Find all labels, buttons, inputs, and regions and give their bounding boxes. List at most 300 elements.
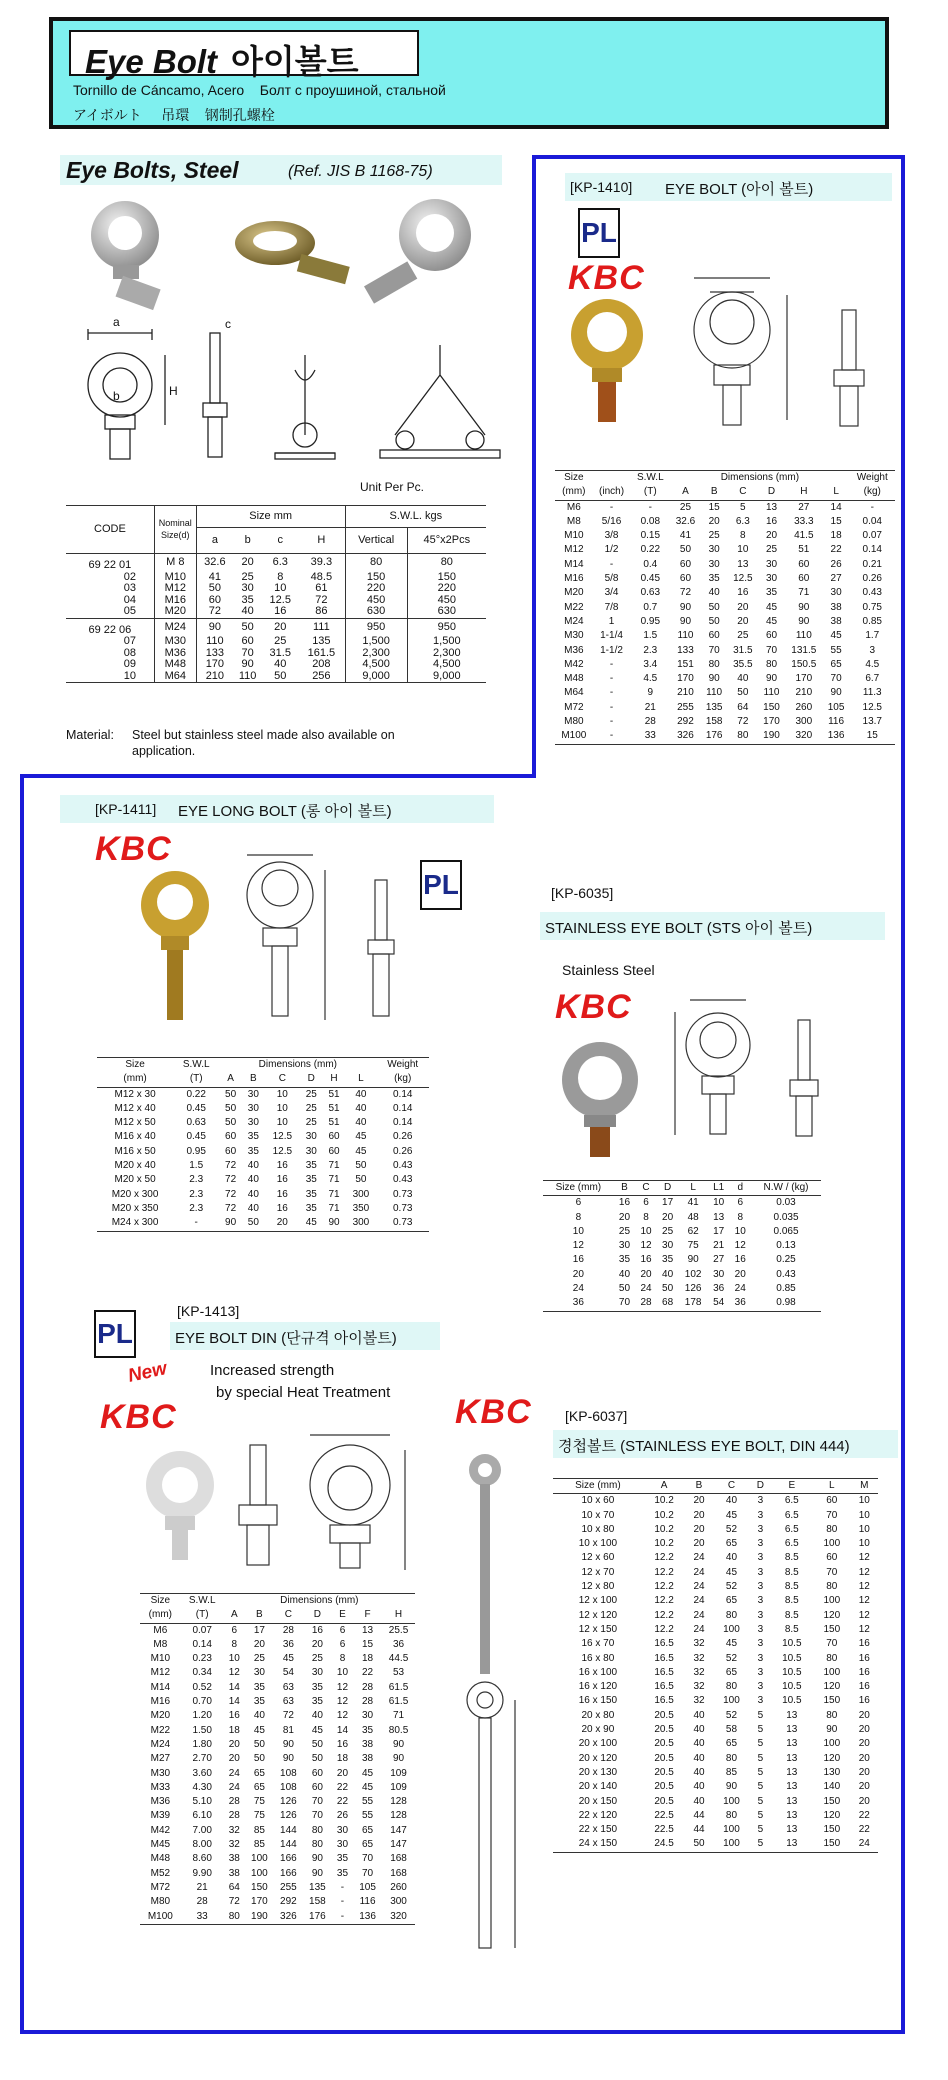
kp1410-cell: 0.7 [643,601,658,613]
kp1410-cell: 5/16 [601,515,622,527]
table-row [140,1623,415,1638]
table-row [553,1537,878,1551]
kp1410-cell: 60 [798,573,810,585]
table-row [543,1282,821,1296]
kp1413-cell: 38 [362,1738,374,1750]
table-row [140,1809,415,1823]
kp1410-cell: 90 [765,673,778,685]
table-row [553,1666,878,1680]
kp1413-cell: 65 [253,1781,265,1793]
kp1410-cell: M8 [566,515,581,527]
kp1413-cell: 85 [253,1839,265,1851]
table-row [97,1159,429,1173]
kp1411-cell: 60 [225,1131,237,1143]
kp1411-hdr-col: D [300,1072,323,1087]
kp1411-cell: 16 [276,1188,288,1200]
kp6037-cell: 3 [757,1638,764,1650]
kp6037-cell: 16 x 70 [581,1638,615,1650]
kp1413-cell: 147 [390,1839,407,1851]
table-row [555,658,895,672]
kp1410-cell: 6.3 [735,515,750,527]
kp6037-cell: 90 [826,1724,838,1736]
kp6035-cell: 6 [737,1197,744,1209]
table-row [543,1239,821,1253]
kp1413-cell: 320 [382,1910,415,1925]
kp6037-title: 경첩볼트 (STAINLESS EYE BOLT, DIN 444) [558,1438,850,1455]
kp1410-cell: 6.7 [865,673,880,685]
kp6037-cell: 10 x 100 [578,1538,618,1550]
kp1410-cell: M36 [564,644,584,656]
kp6035-hdr-col: D [657,1181,679,1196]
kp1413-cell: 105 [359,1881,376,1893]
kp1411-cell: 72 [225,1174,237,1186]
kp1413-cell: 32 [228,1824,240,1836]
kp1411-cell: 35 [247,1131,259,1143]
kp1413-cell: 144 [280,1824,297,1836]
kp1413-cell: 50 [253,1753,265,1765]
kp6037-cell: 16 x 100 [578,1666,618,1678]
kp1410-hdr-dims: Dimensions (mm) [670,471,849,486]
kp6035-cell: 8 [643,1211,649,1223]
kp6037-cell: 50 [685,1837,712,1852]
kp1411-cell: 10 [276,1117,288,1129]
kp1413-cell: 12 [228,1667,240,1679]
kp1410-cell: 0.45 [640,573,661,585]
kp1413-cell: 75 [253,1810,265,1822]
kp1410-cell: 27 [830,573,842,585]
table-row [553,1723,878,1737]
kp1411-cell: 50 [225,1088,237,1100]
kp1411-cell: M16 x 50 [114,1145,156,1157]
kp1410-cell: 8 [740,530,746,542]
kp6035-cell: 6 [643,1197,649,1209]
kp6037-cell: 60 [826,1495,838,1507]
kp1413-cell: 1.80 [192,1738,212,1750]
kp6037-cell: 12.2 [654,1609,674,1621]
kp1411-cell: - [173,1216,219,1231]
kp1413-cell: 64 [228,1881,240,1893]
kp1413-cell: 300 [390,1896,407,1908]
kp6037-hdr-col: C [713,1479,750,1494]
table-row [553,1680,878,1694]
kp1413-cell: 38 [362,1753,374,1765]
kp6037-cell: 90 [725,1781,738,1793]
kp6035-hdr-col: C [635,1181,657,1196]
kp1413-title: EYE BOLT DIN (단규격 아이볼트) [175,1330,397,1347]
kp1413-cell: 90 [311,1853,323,1865]
kp1413-cell: 25.5 [388,1624,409,1636]
kp6037-cell: 3 [757,1523,764,1535]
jis-cell: 450 [437,593,456,606]
kp1410-cell: M6 [566,501,581,513]
kp1411-cell: 35 [305,1160,317,1172]
jis-code-cell: 10 [66,671,154,683]
kp6037-cell: 13 [786,1766,798,1778]
table-row [543,1268,821,1282]
kp6035-cell: 8 [737,1211,744,1223]
kp6037-cell: 65 [725,1595,738,1607]
jis-cell: 111 [298,618,345,636]
kp6037-cell: 13 [771,1837,814,1852]
table-row [553,1551,878,1565]
kp6037-cell: 100 [723,1824,740,1836]
kp1413-cell: 168 [390,1867,407,1879]
kp1413-cell: 255 [280,1881,297,1893]
kp6035-cell: 68 [657,1296,679,1311]
kp6035-cell: 0.13 [776,1240,796,1252]
kp6035-cell: 20 [734,1268,746,1280]
kp1410-cell: 170 [677,673,694,685]
table-row [140,1638,415,1652]
kp6037-cell: 16.5 [654,1638,674,1650]
kp1413-cell: 0.70 [192,1696,212,1708]
kp1413-cell: - [340,1896,345,1908]
kp6037-cell: 52 [725,1581,738,1593]
kp6037-cell: 20.5 [654,1781,674,1793]
kp1411-cell: 90 [219,1216,242,1231]
kp1413-feature-2: by special Heat Treatment [216,1384,391,1401]
kp1411-cell: 71 [328,1174,340,1186]
kp6037-cell: 20 x 90 [581,1724,615,1736]
kp1413-hdr-col: C [274,1608,303,1623]
kp6037-cell: 20 [858,1781,870,1793]
kp1410-cell: 0.21 [862,558,882,570]
kp6037-cell: 32 [693,1695,705,1707]
kp6035-cell: 90 [687,1254,699,1266]
kp6035-hdr-col: N.W / (kg) [751,1181,821,1196]
kp6035-cell: 0.065 [773,1225,799,1237]
kp1411-cell: 0.73 [392,1188,413,1200]
kp1413-cell: 6 [231,1624,238,1636]
kp1411-pl-logo: PL [420,860,462,910]
jis-cell: 150 [437,570,456,583]
kp1411-hdr-kg: (kg) [376,1072,429,1087]
kp1413-cell: M39 [150,1810,171,1822]
kp1413-cell: 65 [362,1839,374,1851]
kp1411-cell: 45 [355,1131,367,1143]
table-row [140,1767,415,1781]
kp6037-cell: 3 [757,1666,764,1678]
kp6037-cell: 13 [786,1752,798,1764]
kp6037-cell: 3 [757,1652,764,1664]
kp1410-cell: - [609,673,614,685]
kp1413-cell: 147 [390,1824,407,1836]
jis-dimension-drawings [88,329,500,459]
kp1410-cell: 0.08 [640,515,661,527]
kp1413-cell: 55 [362,1796,374,1808]
kp1410-cell: 1-1/2 [600,644,623,656]
kp1413-cell: 70 [311,1810,323,1822]
kp1413-cell: 40 [253,1710,265,1722]
kp6037-kbc-logo: KBC [455,1393,532,1431]
kp6035-cell: 20 [572,1268,584,1280]
kp1410-hdr-col: B [701,485,728,500]
table-row [553,1795,878,1809]
kp1411-cell: 40 [247,1160,259,1172]
kp6037-hdr-col: B [685,1479,712,1494]
kp1410-cell: 0.95 [640,615,661,627]
kp6037-cell: 22 x 120 [578,1809,618,1821]
kp1413-cell: 25 [311,1653,323,1665]
kp1410-cell: M12 [564,544,584,556]
kp6037-cell: 10.2 [654,1538,674,1550]
kp6035-cell: 48 [687,1211,699,1223]
kp6035-cell: 20 [640,1268,652,1280]
jis-cell: 90 [241,658,254,670]
kp1410-cell: 110 [763,687,780,699]
kp6035-kbc-logo: KBC [555,988,632,1026]
kp1411-code: [KP-1411] [95,801,157,817]
kp1413-cell: M24 [150,1738,171,1750]
kp1410-cell: 5 [740,501,746,513]
kp6035-cell: 24 [640,1283,652,1295]
kp1410-cell: - [609,716,614,728]
kp1410-cell: 0.07 [862,530,882,542]
kp1411-cell: 60 [328,1131,340,1143]
kp6037-code: [KP-6037] [565,1408,628,1424]
kp6037-cell: 22 [858,1824,870,1836]
kp1410-cell: 20 [765,530,778,542]
kp6037-cell: 150 [823,1795,841,1807]
jis-code-cell: 03 [66,583,154,595]
kp1411-cell: 12.5 [272,1145,293,1157]
jis-cell: 2,300 [433,646,461,659]
kp1410-cell: 1 [608,615,615,627]
jis-cell: 50 [241,620,254,633]
table-row [140,1895,415,1909]
kp1413-feature-1: Increased strength [210,1362,335,1379]
table-row [97,1216,429,1231]
kp6035-cell: 10 [713,1197,725,1209]
kp1413-cell: 81 [282,1724,294,1736]
kp1411-cell: 0.26 [392,1131,413,1143]
table-row [555,529,895,543]
kp1413-cell: 128 [390,1810,407,1822]
kp1410-cell: 20 [737,615,749,627]
kp1410-cell: 1/2 [604,544,619,556]
kp6037-cell: 120 [823,1609,841,1621]
kp6037-cell: 10.5 [782,1695,802,1707]
kp6035-code: [KP-6035] [551,885,614,901]
jis-col-swl: S.W.L. kgs [345,506,486,528]
kp6037-cell: 40 [693,1724,705,1736]
kp1410-table [555,470,895,745]
kp6037-cell: 8.5 [784,1623,799,1635]
kp1413-cell: 45 [311,1724,323,1736]
kp6037-hdr-col: D [750,1479,770,1494]
jis-cell: 110 [206,635,224,647]
kp6037-cell: 12 [858,1552,870,1564]
jis-cell: 150 [345,572,407,584]
kp6037-cell: 100 [823,1738,841,1750]
kp1410-hdr-mm: (mm) [555,485,593,500]
kp1413-cell: 15 [362,1638,374,1650]
kp1413-hdr-dims: Dimensions (mm) [224,1594,415,1609]
kp1413-cell: 116 [359,1896,376,1908]
kp1413-cell: M36 [150,1796,171,1808]
kp6037-illustration [455,1440,555,1960]
kp1410-title-band [565,173,892,201]
kp6037-cell: 80 [826,1581,838,1593]
kp1413-cell: - [332,1910,353,1925]
jis-cell: 20 [274,620,287,633]
kp6037-cell: 80 [826,1652,838,1664]
kp1410-cell: 14 [830,501,842,513]
kp6037-cell: 100 [723,1795,740,1807]
kp1413-cell: 170 [251,1896,268,1908]
kp6035-cell: 25 [618,1225,631,1237]
kp1413-kbc-logo: KBC [100,1398,177,1436]
kp6037-cell: 24 [851,1837,878,1852]
kp1410-cell: 170 [795,673,813,685]
kp6035-cell: 12 [734,1240,746,1252]
jis-cell: 50 [274,669,287,682]
blue-outline-left-upper [532,155,536,778]
kp1413-cell: 22 [362,1667,374,1679]
jis-col-code: CODE [66,506,154,554]
kp1410-cell: 25 [737,630,749,642]
kp1411-cell: 51 [328,1102,340,1114]
kp6037-cell: 44 [693,1824,705,1836]
kp1411-cell: M20 x 40 [114,1160,156,1172]
header-banner [49,17,889,129]
kp1413-cell: 109 [390,1767,407,1779]
table-row [97,1102,429,1116]
kp6035-cell: 0.85 [776,1283,796,1295]
kp1411-cell: 0.14 [392,1088,413,1100]
jis-ref: (Ref. JIS B 1168-75) [288,163,433,180]
jis-code-cell: 07 [66,636,154,648]
kp1411-cell: M20 x 300 [111,1188,159,1200]
kp6037-cell: 3 [757,1509,764,1521]
kp1410-cell: 150 [763,701,780,713]
kp1410-gold-bolt-photo [571,299,643,422]
kp1411-cell: 0.26 [392,1145,413,1157]
kp6035-title: STAINLESS EYE BOLT (STS 아이 볼트) [545,920,813,937]
kp6037-cell: 20.5 [654,1709,674,1721]
kp6037-cell: 70 [826,1566,838,1578]
kp6037-hdr-col: L [813,1479,850,1494]
kp1411-cell: M12 x 30 [114,1088,156,1100]
kp1410-cell: 151 [677,658,694,670]
kp1413-cell: 30 [336,1824,349,1836]
kp6037-cell: 52 [725,1709,738,1721]
kp1413-cell: 16 [228,1710,240,1722]
table-row [553,1566,878,1580]
kp1410-cell: 170 [763,716,780,728]
kp6037-cell: 44 [693,1809,705,1821]
kp6037-cell: 6.5 [784,1538,799,1550]
table-row [140,1910,415,1925]
jis-cell: 208 [298,659,345,671]
kp1411-cell: 25 [305,1117,317,1129]
kp1413-cell: 168 [390,1853,407,1865]
kp1410-cell: 255 [677,701,694,713]
kp1413-cell: 80 [311,1839,323,1851]
kp1413-cell: 10 [228,1653,240,1665]
kp1410-cell: 90 [798,615,810,627]
kp6037-cell: 20 [858,1766,870,1778]
kp1413-cell: 90 [392,1753,405,1765]
kp6035-cell: 40 [662,1268,674,1280]
jis-col-nominal: Nominal Size(d) [154,506,196,554]
kp6037-cell: 40 [725,1552,738,1564]
kp1410-cell: 136 [823,729,850,744]
kp1410-cell: 110 [706,687,723,699]
kp1413-cell: 22 [336,1781,349,1793]
kp1410-cell: 30 [708,544,720,556]
kp1411-cell: M12 x 40 [114,1102,156,1114]
table-row [66,606,486,618]
kp1411-cell: 0.14 [392,1102,413,1114]
kp6037-cell: 10.2 [654,1509,674,1521]
kp1411-cell: 10 [276,1088,288,1100]
kp6037-cell: 80 [725,1809,738,1821]
kp1413-cell: 53 [392,1667,405,1679]
kp1411-cell: 35 [305,1174,317,1186]
kp1413-cell: 45 [282,1653,294,1665]
kp1411-cell: 72 [225,1202,237,1214]
kp6037-cell: 16.5 [654,1652,674,1664]
kp1410-cell: 45 [830,630,842,642]
kp1413-cell: 80 [224,1910,245,1925]
kp1411-hdr-size: Size [97,1058,173,1073]
translations-line-1: Tornillo de Cáncamo, Acero Болт с проушиной, стальной [73,82,446,98]
kp1410-cell: 131.5 [791,644,817,656]
kp1413-cell: 70 [311,1796,323,1808]
kp1410-cell: 35 [708,573,720,585]
kp1413-cell: 28 [228,1810,240,1822]
kp1410-cell: 260 [795,701,813,713]
kp6037-cell: 12 [858,1595,870,1607]
kp6037-cell: 20.5 [654,1724,674,1736]
kp6037-cell: 20 [693,1509,705,1521]
kp1410-cell: 0.26 [862,573,882,585]
kp1411-hdr-col: C [265,1072,300,1087]
table-row [97,1173,429,1187]
kp1413-cell: 71 [392,1710,405,1722]
kp6037-cell: 58 [725,1724,738,1736]
kp1413-cell: 20 [336,1767,349,1779]
title-box [69,30,419,80]
kp6037-cell: 40 [693,1766,705,1778]
table-row [140,1666,415,1680]
dim-label-c: c [225,317,231,331]
kp1410-cell: 16 [765,515,778,527]
jis-cell: 32.6 [204,556,226,568]
kp1413-cell: 126 [280,1810,297,1822]
kp1411-cell: 0.22 [186,1088,206,1100]
kp6037-cell: 52 [725,1652,738,1664]
kp6037-cell: 13 [786,1809,798,1821]
kp6037-cell: 5 [757,1809,764,1821]
kp1410-cell: M10 [564,530,584,542]
kp6035-cell: 25 [662,1225,674,1237]
table-row [543,1296,821,1311]
kp6037-cell: 10.5 [782,1681,802,1693]
kp1413-cell: 60 [311,1781,323,1793]
kp6035-cell: 36 [713,1283,725,1295]
kp1413-cell: 135 [309,1881,326,1893]
kp1411-cell: M12 x 50 [114,1117,156,1129]
jis-cell: 220 [345,583,407,595]
kp1411-cell: 40 [355,1088,367,1100]
table-row [555,500,895,515]
kp6037-cell: 20 x 140 [578,1781,618,1793]
table-row [553,1737,878,1751]
kp1413-cell: 80.5 [388,1724,409,1736]
jis-cell: 161.5 [298,648,345,660]
